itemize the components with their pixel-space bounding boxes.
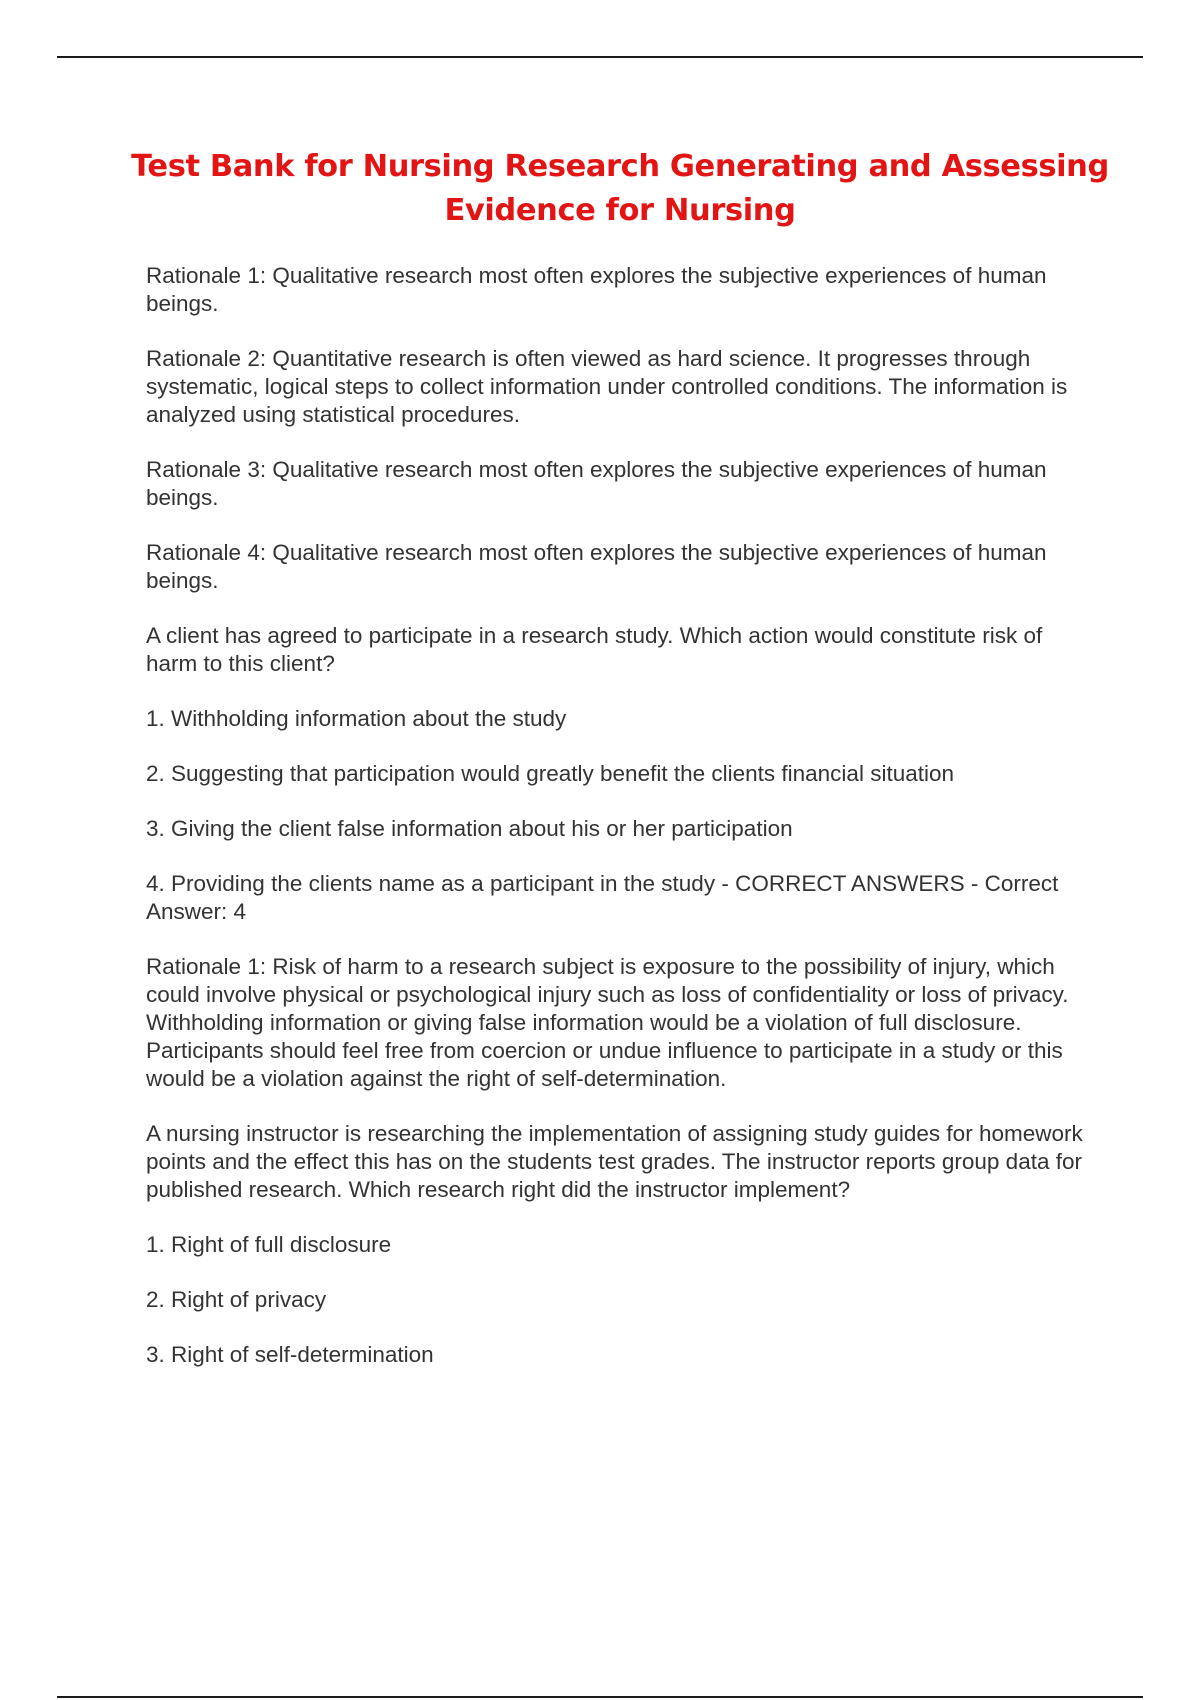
document-title: Test Bank for Nursing Research Generating and Assessing Evidence for Nursing [131,149,1109,228]
paragraph-rationale-risk: Rationale 1: Risk of harm to a research subject is exposure to the possibility of injury, which could involve physical or psychological injury such as loss of confidentiality or loss of privacy. Withholding information or giving false information would be a violation of full disclosure. Participants should feel free from coercion or undue influence to participate in a study or this would be a violation against the right of self-determination. [146,954,1069,1091]
header-rule [57,56,1143,58]
answer-option-2: 2. Suggesting that participation would greatly benefit the clients financial situation [146,761,955,786]
paragraph-rationale-1: Rationale 1: Qualitative research most often explores the subjective experiences of human beings. [146,263,1047,316]
answer-option-4-correct: 4. Providing the clients name as a participant in the study - CORRECT ANSWERS - Correct Answer: 4 [146,871,1059,924]
answer-option-3: 3. Giving the client false information about his or her participation [146,816,793,841]
question-risk-of-harm: A client has agreed to participate in a research study. Which action would constitute risk of harm to this client? [146,623,1043,676]
answer-option-3: 3. Right of self-determination [146,1342,434,1367]
paragraph-rationale-3: Rationale 3: Qualitative research most often explores the subjective experiences of human beings. [146,457,1047,510]
paragraph-rationale-4: Rationale 4: Qualitative research most often explores the subjective experiences of human beings. [146,540,1047,593]
answer-option-1: 1. Withholding information about the study [146,706,567,731]
answer-option-2: 2. Right of privacy [146,1287,327,1312]
paragraph-rationale-2: Rationale 2: Quantitative research is often viewed as hard science. It progresses through systematic, logical steps to collect information under controlled conditions. The information is analyzed using statistical procedures. [146,346,1068,427]
footer-rule [57,1696,1143,1698]
answer-option-1: 1. Right of full disclosure [146,1232,392,1257]
question-research-right: A nursing instructor is researching the implementation of assigning study guides for homework points and the effect this has on the students test grades. The instructor reports group data for published research. Which research right did the instructor implement? [146,1121,1083,1202]
document-body [146,262,1086,1396]
